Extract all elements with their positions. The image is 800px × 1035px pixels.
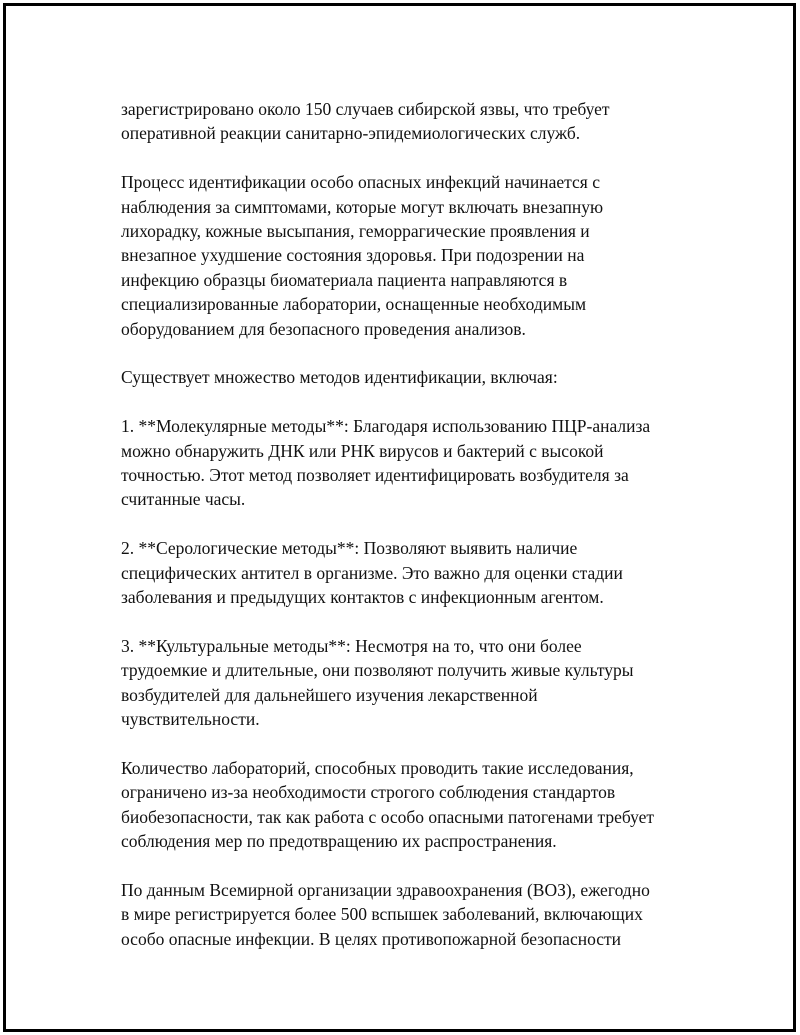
text-line: возбудителей для дальнейшего изучения лекарственной bbox=[121, 684, 538, 705]
text-line: особо опасные инфекции. В целях противопожарной безопасности bbox=[121, 928, 622, 949]
text-line: Количество лабораторий, способных проводить такие исследования, bbox=[121, 757, 634, 778]
paragraph-who-data bbox=[121, 878, 681, 951]
text-line: инфекцию образцы биоматериала пациента направляются в bbox=[121, 269, 568, 290]
text-line: внезапное ухудшение состояния здоровья. При подозрении на bbox=[121, 245, 585, 266]
text-line: наблюдения за симптомами, которые могут включать внезапную bbox=[121, 196, 604, 217]
text-line: можно обнаружить ДНК или РНК вирусов и бактерий с высокой bbox=[121, 440, 604, 461]
text-line: считанные часы. bbox=[121, 489, 246, 510]
text-line: оборудованием для безопасного проведения анализов. bbox=[121, 318, 526, 339]
list-item-culture-methods bbox=[121, 634, 681, 732]
text-line: Существует множество методов идентификации, включая: bbox=[121, 367, 558, 388]
text-line: соблюдения мер по предотвращению их распространения. bbox=[121, 831, 557, 852]
text-line: лихорадку, кожные высыпания, геморрагические проявления и bbox=[121, 221, 590, 242]
paragraph-laboratories bbox=[121, 756, 681, 854]
paragraph-identification-process bbox=[121, 170, 681, 341]
paragraph-methods-intro bbox=[121, 365, 681, 389]
text-line: заболевания и предыдущих контактов с инфекционным агентом. bbox=[121, 587, 604, 608]
paragraph-anthrax-cases bbox=[121, 97, 681, 146]
text-line: точностью. Этот метод позволяет идентифицировать возбудителя за bbox=[121, 465, 629, 486]
text-line: 2. **Серологические методы**: Позволяют выявить наличие bbox=[121, 538, 578, 559]
text-line: оперативной реакции санитарно-эпидемиологических служб. bbox=[121, 123, 581, 144]
text-line: зарегистрировано около 150 случаев сибирской язвы, что требует bbox=[121, 99, 610, 119]
text-line: Процесс идентификации особо опасных инфекций начинается с bbox=[121, 172, 600, 193]
list-item-serological-methods bbox=[121, 536, 681, 609]
document-body bbox=[121, 97, 681, 976]
page-frame bbox=[3, 3, 796, 1032]
text-line: чувствительности. bbox=[121, 709, 260, 730]
text-line: трудоемкие и длительные, они позволяют получить живые культуры bbox=[121, 660, 634, 681]
text-line: специализированные лаборатории, оснащенные необходимым bbox=[121, 294, 587, 315]
text-line: 1. **Молекулярные методы**: Благодаря использованию ПЦР-анализа bbox=[121, 416, 651, 437]
text-line: биобезопасности, так как работа с особо опасными патогенами требует bbox=[121, 806, 655, 827]
text-line: ограничено из-за необходимости строгого соблюдения стандартов bbox=[121, 782, 616, 803]
text-line: специфических антител в организме. Это важно для оценки стадии bbox=[121, 562, 623, 583]
text-line: По данным Всемирной организации здравоохранения (ВОЗ), ежегодно bbox=[121, 879, 650, 900]
text-line: 3. **Культуральные методы**: Несмотря на то, что они более bbox=[121, 635, 582, 656]
text-line: в мире регистрируется более 500 вспышек заболеваний, включающих bbox=[121, 904, 643, 925]
list-item-molecular-methods bbox=[121, 414, 681, 512]
